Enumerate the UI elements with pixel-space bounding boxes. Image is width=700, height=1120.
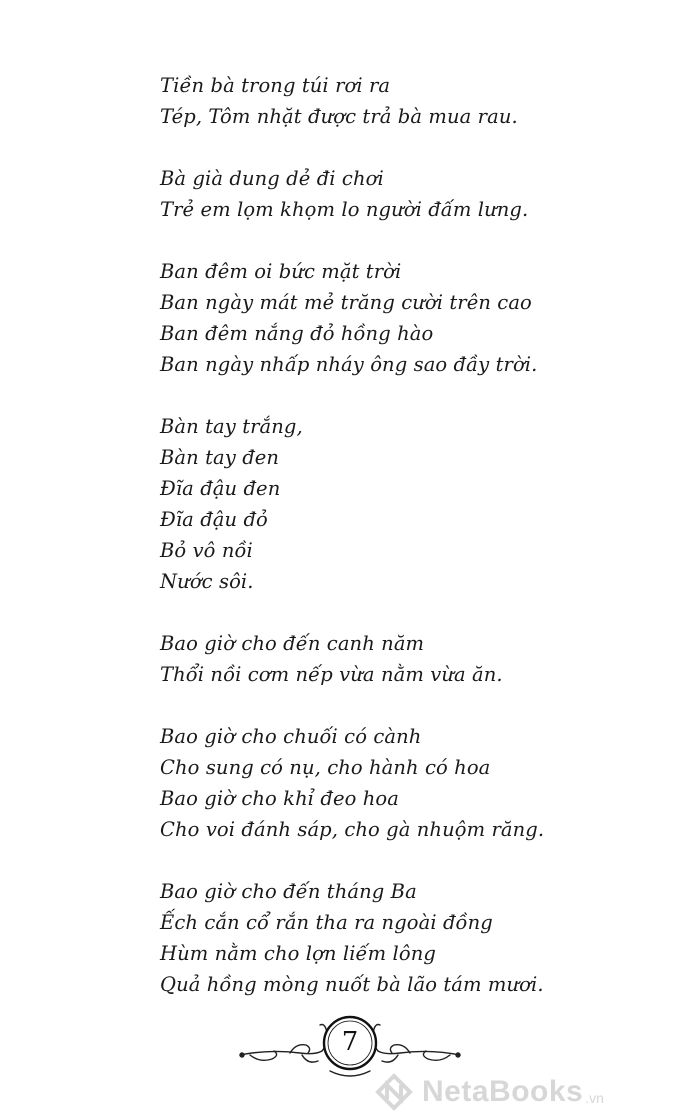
poem-line: Trẻ em lọm khọm lo người đấm lưng. (160, 198, 529, 221)
poem-line: Bàn tay đen (160, 446, 280, 469)
poem-line: Ban ngày nhấp nháy ông sao đầy trời. (160, 353, 538, 376)
poem-line: Tiền bà trong túi rơi ra (160, 74, 391, 97)
poem-line: Ếch cắn cổ rắn tha ra ngoài đồng (160, 911, 493, 934)
poem-line: Đĩa đậu đen (160, 477, 281, 500)
poem-line: Quả hồng mòng nuốt bà lão tám mươi. (160, 973, 544, 996)
watermark-suffix: .vn (585, 1090, 604, 1106)
page-number: 7 (341, 1027, 359, 1057)
stanza-4 (160, 411, 680, 597)
poem-text (160, 70, 680, 1031)
poem-line: Bao giờ cho đến canh năm (160, 632, 425, 655)
netabooks-logo-icon (372, 1070, 416, 1114)
poem-line: Ban ngày mát mẻ trăng cười trên cao (160, 291, 532, 314)
poem-line: Đĩa đậu đỏ (160, 508, 268, 531)
stanza-1 (160, 70, 680, 132)
stanza-3 (160, 256, 680, 380)
poem-line: Bà già dung dẻ đi chơi (160, 167, 384, 190)
stanza-6 (160, 721, 680, 845)
poem-line: Ban đêm nắng đỏ hồng hào (160, 322, 434, 345)
poem-line: Thổi nồi cơm nếp vừa nằm vừa ăn. (160, 663, 503, 686)
stanza-7 (160, 876, 680, 1000)
poem-line: Bao giờ cho chuối có cành (160, 725, 422, 748)
poem-line: Bao giờ cho đến tháng Ba (160, 880, 417, 903)
watermark (372, 1068, 692, 1116)
poem-line: Tép, Tôm nhặt được trả bà mua rau. (160, 105, 518, 128)
poem-line: Nước sôi. (160, 570, 254, 593)
poem-line: Cho voi đánh sáp, cho gà nhuộm răng. (160, 818, 545, 841)
stanza-2 (160, 163, 680, 225)
poem-line: Ban đêm oi bức mặt trời (160, 260, 402, 283)
watermark-text: NetaBooks (422, 1075, 584, 1108)
poem-line: Bao giờ cho khỉ đeo hoa (160, 787, 399, 810)
stanza-5 (160, 628, 680, 690)
poem-line: Bàn tay trắng, (160, 415, 303, 438)
poem-line: Cho sung có nụ, cho hành có hoa (160, 756, 491, 779)
poem-line: Hùm nằm cho lợn liếm lông (160, 942, 436, 965)
poem-line: Bỏ vô nồi (160, 539, 253, 562)
